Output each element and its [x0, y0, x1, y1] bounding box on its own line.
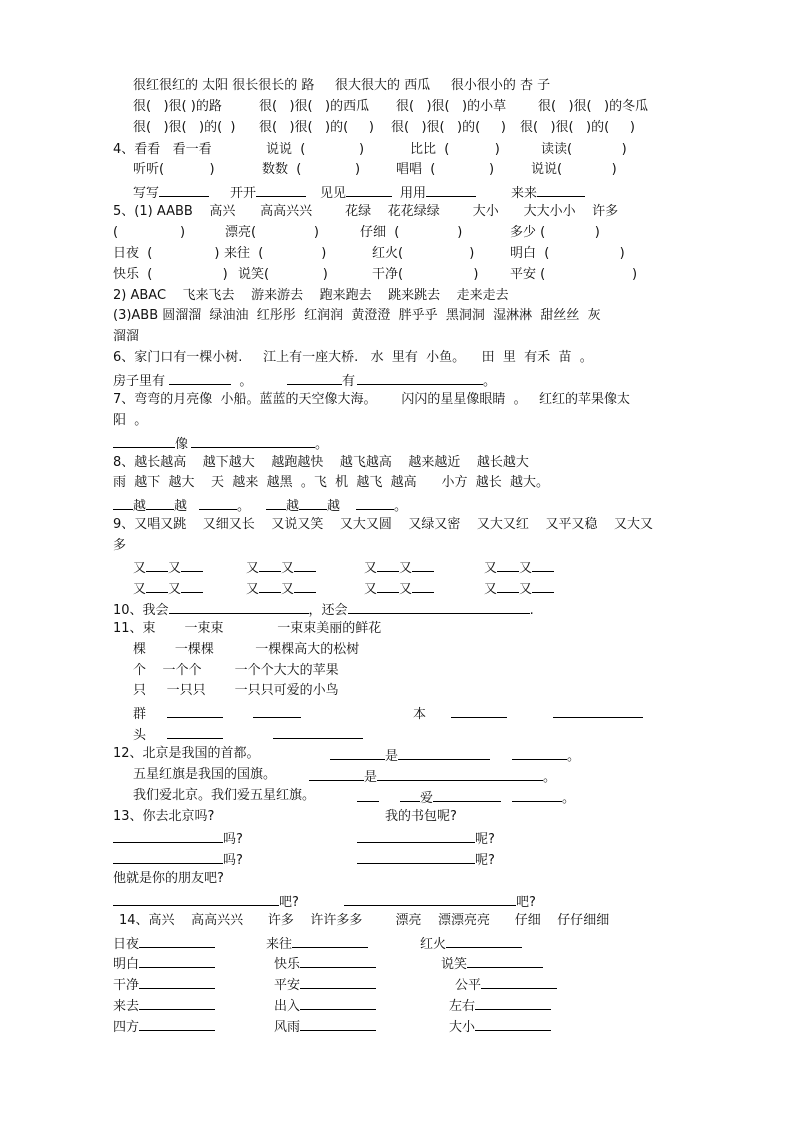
- text-segment: [484, 578, 554, 599]
- text-segment: [246, 557, 316, 578]
- segment-text: 日夜: [113, 937, 140, 952]
- text-segment: [357, 370, 496, 391]
- segment-text: 明白: [113, 957, 140, 972]
- text-segment: [274, 953, 376, 974]
- answer-blank[interactable]: [113, 495, 133, 510]
- answer-blank[interactable]: [497, 578, 519, 593]
- text-segment: [400, 787, 501, 808]
- segment-text: 11、束 一束束 一束束美丽的鲜花: [113, 621, 382, 636]
- answer-blank[interactable]: [139, 995, 215, 1010]
- text-segment: [113, 141, 212, 159]
- segment-text: 7、弯弯的月亮像 小船。蓝蓝的天空像大海。 闪闪的星星像眼睛 。 红红的苹果像太: [113, 392, 630, 407]
- segment-text: 棵 一棵棵 一棵棵高大的松树: [133, 642, 360, 657]
- segment-text: 群: [133, 707, 167, 722]
- text-segment: [133, 703, 223, 724]
- segment-text: 说笑( ): [238, 267, 328, 282]
- text-segment: [113, 870, 224, 888]
- text-segment: [113, 203, 618, 221]
- segment-text: 。: [562, 791, 576, 806]
- text-segment: [253, 703, 301, 724]
- segment-text: 12、北京是我国的首都。: [113, 746, 260, 761]
- text-segment: [133, 662, 339, 680]
- text-segment: [510, 224, 600, 242]
- segment-text: 很( )很( )的冬瓜: [538, 99, 649, 114]
- text-segment: [410, 141, 500, 159]
- segment-text: 越: [174, 499, 188, 514]
- text-segment: [357, 849, 495, 870]
- text-segment: [391, 119, 506, 137]
- answer-blank[interactable]: [159, 182, 209, 197]
- answer-blank[interactable]: [139, 974, 215, 989]
- answer-blank[interactable]: [113, 828, 223, 843]
- segment-text: 吧?: [279, 895, 299, 910]
- segment-text: 越: [286, 499, 300, 514]
- segment-text: 又: [281, 561, 295, 576]
- text-segment: [259, 119, 374, 137]
- text-segment: [113, 995, 215, 1016]
- segment-text: 多少 ( ): [510, 225, 600, 240]
- text-segment: [133, 578, 203, 599]
- text-segment: [133, 787, 315, 805]
- text-segment: [225, 224, 319, 242]
- text-segment: [266, 933, 368, 954]
- text-segment: [246, 578, 316, 599]
- segment-text: 见见: [320, 186, 347, 201]
- answer-blank[interactable]: [259, 557, 281, 572]
- segment-text: 。: [237, 499, 251, 514]
- text-segment: [113, 745, 260, 763]
- answer-blank[interactable]: [299, 495, 327, 510]
- text-segment: [133, 77, 550, 95]
- answer-blank[interactable]: [398, 745, 490, 760]
- answer-blank[interactable]: [475, 995, 551, 1010]
- answer-blank[interactable]: [169, 370, 231, 385]
- segment-text: 说说 ( ): [266, 142, 365, 157]
- text-segment: [484, 557, 554, 578]
- answer-blank[interactable]: [309, 766, 364, 781]
- answer-blank[interactable]: [357, 849, 475, 864]
- text-segment: [113, 495, 187, 516]
- answer-blank[interactable]: [287, 370, 342, 385]
- text-segment: [113, 433, 188, 454]
- text-segment: [400, 182, 476, 203]
- segment-text: 很( )很( )的小草: [396, 99, 507, 114]
- segment-text: 又: [484, 561, 498, 576]
- segment-text: 2) ABAC 飞来飞去 游来游去 跑来跑去 跳来跳去 走来走去: [113, 288, 509, 303]
- text-segment: [119, 912, 609, 930]
- answer-blank[interactable]: [412, 578, 434, 593]
- answer-blank[interactable]: [259, 578, 281, 593]
- answer-blank[interactable]: [273, 724, 363, 739]
- answer-blank[interactable]: [467, 953, 543, 968]
- segment-text: 越: [327, 499, 341, 514]
- segment-text: (3)ABB 圆溜溜 绿油油 红彤彤 红润润 黄澄澄 胖乎乎 黑洞洞 湿淋淋 甜丝丝 灰: [113, 308, 601, 323]
- segment-text: 公平: [455, 978, 482, 993]
- answer-blank[interactable]: [113, 849, 223, 864]
- segment-text: 读读( ): [541, 142, 627, 157]
- answer-blank[interactable]: [346, 182, 392, 197]
- segment-text: 出入: [274, 999, 301, 1014]
- segment-text: 房子里有: [113, 374, 170, 389]
- segment-text: 来往: [266, 937, 293, 952]
- answer-blank[interactable]: [253, 703, 301, 718]
- segment-text: 又: [399, 582, 413, 597]
- text-segment: [372, 245, 474, 263]
- text-segment: [520, 119, 635, 137]
- segment-text: 是: [385, 749, 399, 764]
- segment-text: 9、又唱又跳 又细又长 又说又笑 又大又圆 又绿又密 又大又红 又平又稳 又大又: [113, 517, 653, 532]
- segment-text: 5、(1) AABB 高兴 高高兴兴 花绿 花花绿绿 大小 大大小小 许多: [113, 204, 619, 219]
- segment-text: 比比 ( ): [410, 142, 500, 157]
- segment-text: 8、越长越高 越下越大 越跑越快 越飞越高 越来越近 越长越大: [113, 455, 529, 470]
- segment-text: 干净: [113, 978, 140, 993]
- segment-text: 干净( ): [372, 267, 479, 282]
- segment-text: 又: [519, 561, 533, 576]
- answer-blank[interactable]: [537, 182, 585, 197]
- segment-text: 14、高兴 高高兴兴 许多 许许多多 漂亮 漂漂亮亮 仔细 仔仔细细: [119, 913, 610, 928]
- text-segment: [113, 454, 529, 472]
- answer-blank[interactable]: [113, 433, 175, 448]
- answer-blank[interactable]: [377, 578, 399, 593]
- answer-blank[interactable]: [426, 182, 476, 197]
- text-segment: [553, 703, 643, 724]
- segment-text: ，还会: [308, 603, 348, 618]
- segment-text: 是: [364, 770, 378, 785]
- segment-text: 雨 越下 越大 天 越来 越黑 。飞 机 越飞 越高 小方 越长 越大。: [113, 475, 549, 490]
- answer-blank[interactable]: [357, 787, 379, 802]
- text-segment: [113, 953, 215, 974]
- text-segment: [113, 412, 147, 430]
- segment-text: 快乐 ( ): [113, 267, 228, 282]
- answer-blank[interactable]: [146, 495, 174, 510]
- segment-text: 又: [484, 582, 498, 597]
- text-segment: [538, 98, 648, 116]
- segment-text: 又: [246, 561, 260, 576]
- segment-text: 爱: [420, 791, 434, 806]
- text-segment: [320, 182, 392, 203]
- segment-text: 。: [567, 749, 581, 764]
- answer-blank[interactable]: [167, 703, 223, 718]
- text-segment: [512, 787, 575, 808]
- segment-text: 吗?: [223, 832, 243, 847]
- text-segment: [510, 266, 637, 284]
- segment-text: 很( )很( )的西瓜: [259, 99, 370, 114]
- answer-blank[interactable]: [553, 703, 643, 718]
- segment-text: 来去: [113, 999, 140, 1014]
- segment-text: 。: [231, 374, 253, 389]
- segment-text: 像: [175, 437, 189, 452]
- answer-blank[interactable]: [330, 745, 385, 760]
- answer-blank[interactable]: [377, 557, 399, 572]
- segment-text: 用用: [400, 186, 427, 201]
- text-segment: [441, 953, 543, 974]
- answer-blank[interactable]: [344, 891, 516, 906]
- text-segment: [113, 1016, 215, 1037]
- answer-blank[interactable]: [356, 495, 394, 510]
- text-segment: [133, 98, 222, 116]
- text-segment: [133, 557, 203, 578]
- text-segment: [113, 808, 214, 826]
- text-segment: [199, 495, 250, 516]
- segment-text: 四方: [113, 1020, 140, 1035]
- segment-text: ( ): [113, 225, 186, 240]
- answer-blank[interactable]: [532, 578, 554, 593]
- text-segment: [420, 933, 522, 954]
- text-segment: [133, 766, 276, 784]
- segment-text: 阳 。: [113, 413, 148, 428]
- segment-text: 。: [483, 374, 497, 389]
- answer-blank[interactable]: [294, 578, 316, 593]
- answer-blank[interactable]: [139, 1016, 215, 1031]
- segment-text: 又: [364, 582, 378, 597]
- segment-text: 吧?: [516, 895, 536, 910]
- text-segment: [113, 537, 126, 555]
- answer-blank[interactable]: [357, 828, 475, 843]
- segment-text: 只 一只只 一只只可爱的小鸟: [133, 683, 339, 698]
- text-segment: [512, 745, 580, 766]
- text-segment: [113, 328, 139, 346]
- segment-text: 有: [342, 374, 356, 389]
- segment-text: 呢?: [475, 853, 495, 868]
- segment-text: 吗?: [223, 853, 243, 868]
- text-segment: [133, 724, 223, 745]
- text-segment: [287, 370, 355, 391]
- text-segment: [238, 266, 328, 284]
- segment-text: 很( )很( )的( ): [259, 120, 374, 135]
- text-segment: [113, 849, 243, 870]
- text-segment: [113, 266, 228, 284]
- text-segment: [449, 1016, 551, 1037]
- text-segment: [309, 766, 556, 787]
- answer-blank[interactable]: [400, 787, 420, 802]
- segment-text: 又: [281, 582, 295, 597]
- text-segment: [531, 161, 617, 179]
- text-segment: [113, 828, 243, 849]
- segment-text: 很红很红的 太阳 很长很长的 路 很大很大的 西瓜 很小很小的 杏 子: [133, 78, 551, 93]
- segment-text: 又: [399, 561, 413, 576]
- segment-text: 又: [133, 582, 147, 597]
- segment-text: 13、你去北京吗?: [113, 809, 215, 824]
- text-segment: [356, 495, 407, 516]
- segment-text: 。: [394, 499, 408, 514]
- text-segment: [113, 391, 630, 409]
- answer-blank[interactable]: [181, 578, 203, 593]
- text-segment: [266, 495, 340, 516]
- text-segment: [113, 245, 219, 263]
- text-segment: [364, 578, 434, 599]
- answer-blank[interactable]: [266, 495, 286, 510]
- answer-blank[interactable]: [475, 1016, 551, 1031]
- segment-text: .: [529, 603, 534, 618]
- text-segment: [259, 98, 369, 116]
- text-segment: [113, 370, 252, 391]
- answer-blank[interactable]: [497, 557, 519, 572]
- segment-text: 多: [113, 538, 127, 553]
- segment-text: 大小: [449, 1020, 476, 1035]
- text-segment: [511, 182, 585, 203]
- segment-text: 红火: [420, 937, 447, 952]
- text-segment: [133, 682, 339, 700]
- text-segment: [113, 224, 185, 242]
- segment-text: 很( )很( )的( ): [520, 120, 635, 135]
- text-segment: [372, 266, 478, 284]
- text-segment: [133, 161, 215, 179]
- answer-blank[interactable]: [300, 1016, 376, 1031]
- segment-text: 我们爱北京。我们爱五星红旗。: [133, 788, 316, 803]
- text-segment: [330, 745, 490, 766]
- segment-text: 五星红旗是我国的国旗。: [133, 767, 277, 782]
- text-segment: [357, 787, 379, 808]
- segment-text: 。: [543, 770, 557, 785]
- text-segment: [224, 245, 326, 263]
- segment-text: 我的书包呢?: [385, 809, 457, 824]
- answer-blank[interactable]: [146, 578, 168, 593]
- text-segment: [113, 349, 593, 367]
- text-segment: [133, 641, 359, 659]
- text-segment: [113, 891, 299, 912]
- segment-text: 风雨: [274, 1020, 301, 1035]
- text-segment: [344, 891, 536, 912]
- segment-text: 平安 ( ): [510, 267, 638, 282]
- answer-blank[interactable]: [191, 433, 315, 448]
- segment-text: 日夜 ( ): [113, 246, 220, 261]
- answer-blank[interactable]: [139, 953, 215, 968]
- segment-text: 又: [133, 561, 147, 576]
- answer-blank[interactable]: [357, 370, 483, 385]
- segment-text: 漂亮( ): [225, 225, 319, 240]
- text-segment: [510, 245, 625, 263]
- answer-blank[interactable]: [292, 933, 368, 948]
- text-segment: [113, 307, 601, 325]
- text-segment: [113, 974, 215, 995]
- text-segment: [230, 182, 306, 203]
- segment-text: 他就是你的朋友吧?: [113, 871, 224, 886]
- text-segment: [449, 995, 551, 1016]
- segment-text: 又: [519, 582, 533, 597]
- segment-text: 6、家门口有一棵小树. 江上有一座大桥. 水 里有 小鱼。 田 里 有禾 苗 。: [113, 350, 593, 365]
- segment-text: 4、看看 看一看: [113, 142, 212, 157]
- segment-text: 又: [168, 561, 182, 576]
- text-segment: [113, 516, 653, 534]
- segment-text: 听听( ): [133, 162, 215, 177]
- segment-text: 来来: [511, 186, 538, 201]
- answer-blank[interactable]: [532, 557, 554, 572]
- text-segment: [191, 433, 328, 454]
- text-segment: [133, 182, 209, 203]
- segment-text: 又: [168, 582, 182, 597]
- text-segment: [266, 141, 364, 159]
- text-segment: [113, 474, 549, 492]
- text-segment: [273, 724, 363, 745]
- segment-text: 写写: [133, 186, 160, 201]
- answer-blank[interactable]: [294, 557, 316, 572]
- text-segment: [113, 933, 215, 954]
- answer-blank[interactable]: [139, 933, 215, 948]
- answer-blank[interactable]: [433, 787, 501, 802]
- segment-text: 明白 ( ): [510, 246, 625, 261]
- answer-blank[interactable]: [300, 953, 376, 968]
- answer-blank[interactable]: [412, 557, 434, 572]
- text-segment: [357, 828, 495, 849]
- segment-text: 很( )很( )的( ): [391, 120, 506, 135]
- answer-blank[interactable]: [481, 974, 557, 989]
- segment-text: 仔细 ( ): [360, 225, 463, 240]
- segment-text: 左右: [449, 999, 476, 1014]
- text-segment: [360, 224, 462, 242]
- text-segment: [113, 620, 381, 638]
- text-segment: [262, 161, 360, 179]
- answer-blank[interactable]: [300, 974, 376, 989]
- answer-blank[interactable]: [300, 995, 376, 1010]
- segment-text: 很( )很( )的路: [133, 99, 222, 114]
- answer-blank[interactable]: [146, 557, 168, 572]
- answer-blank[interactable]: [451, 703, 507, 718]
- segment-text: 很( )很( )的( ): [133, 120, 236, 135]
- text-segment: [541, 141, 627, 159]
- text-segment: [385, 808, 457, 826]
- text-segment: [364, 557, 434, 578]
- text-segment: [113, 287, 509, 305]
- text-segment: [133, 119, 236, 137]
- segment-text: 溜溜: [113, 329, 140, 344]
- answer-blank[interactable]: [348, 599, 530, 614]
- answer-blank[interactable]: [169, 599, 309, 614]
- segment-text: 开开: [230, 186, 257, 201]
- answer-blank[interactable]: [167, 724, 223, 739]
- answer-blank[interactable]: [113, 891, 279, 906]
- segment-text: 越: [133, 499, 147, 514]
- text-segment: [396, 161, 494, 179]
- text-segment: [396, 98, 506, 116]
- segment-text: 。: [315, 437, 329, 452]
- segment-text: 快乐: [274, 957, 301, 972]
- segment-text: 说笑: [441, 957, 468, 972]
- text-segment: [274, 1016, 376, 1037]
- segment-text: 唱唱 ( ): [396, 162, 495, 177]
- answer-blank[interactable]: [512, 787, 562, 802]
- segment-text: 10、我会: [113, 603, 169, 618]
- segment-text: 本: [413, 707, 451, 722]
- text-segment: [274, 974, 376, 995]
- segment-text: 头: [133, 728, 167, 743]
- segment-text: 个 一个个 一个个大大的苹果: [133, 663, 339, 678]
- answer-blank[interactable]: [256, 182, 306, 197]
- segment-text: 来往 ( ): [224, 246, 327, 261]
- text-segment: [113, 599, 534, 620]
- answer-blank[interactable]: [512, 745, 567, 760]
- segment-text: 平安: [274, 978, 301, 993]
- answer-blank[interactable]: [377, 766, 543, 781]
- answer-blank[interactable]: [446, 933, 522, 948]
- segment-text: 呢?: [475, 832, 495, 847]
- segment-text: 又: [364, 561, 378, 576]
- segment-text: 说说( ): [531, 162, 617, 177]
- text-segment: [413, 703, 507, 724]
- answer-blank[interactable]: [181, 557, 203, 572]
- answer-blank[interactable]: [199, 495, 237, 510]
- text-segment: [274, 995, 376, 1016]
- segment-text: 又: [246, 582, 260, 597]
- text-segment: [455, 974, 557, 995]
- segment-text: 数数 ( ): [262, 162, 361, 177]
- segment-text: 红火( ): [372, 246, 475, 261]
